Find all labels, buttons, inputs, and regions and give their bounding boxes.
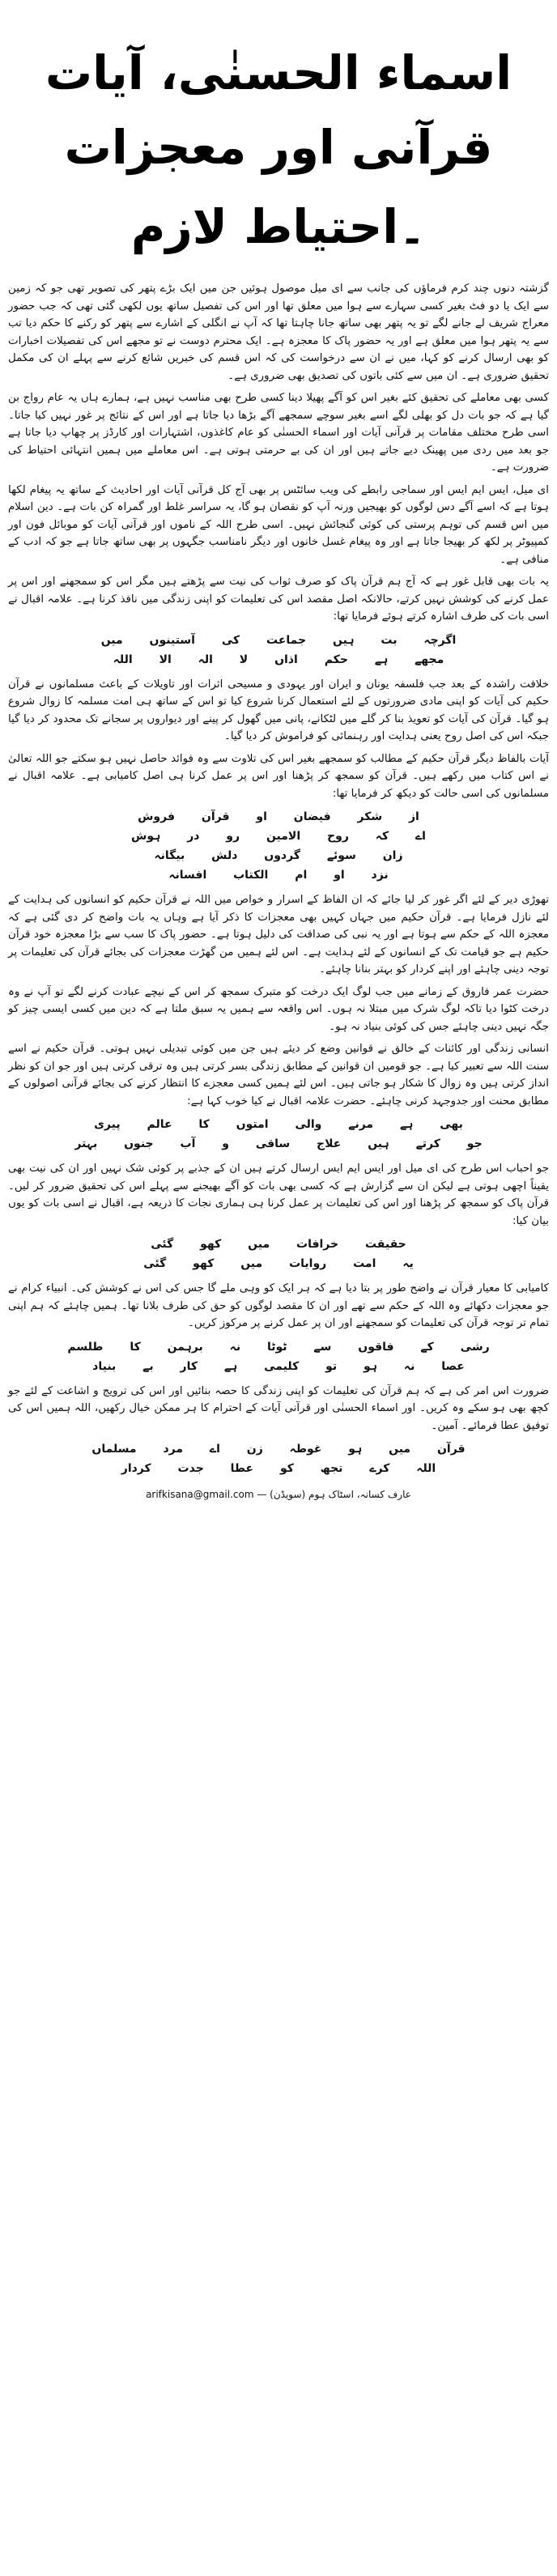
paragraph: یہ بات بھی قابل غور ہے کہ آج ہم قرآن پاک کو صرف ثواب کی نیت سے پڑھتے ہیں مگر اس کو سمجھنے اور اس پر عمل کرنے کی کوشش نہیں کرتے، حالانکہ اصل مقصد اس کی تعلیمات کو اپنی زندگی میں نافذ کرنا ہے۔ علامہ اقبال نے اسی بات کی طرف اشارہ کرتے ہوئے فرمایا تھا:	[8, 576, 549, 623]
paragraph: ای میل، ایس ایم ایس اور سماجی رابطے کی ویب سائٹس پر بھی آج کل قرآنی آیات اور احادیث کے ساتھ یہ پیغام لکھا ہوتا ہے کہ اسے آگے دس لوگوں کو بھیجیں ورنہ آپ کو نقصان ہو گا، یہ سراسر غلط اور گمراہ کن بات ہے۔ دین اسلام میں اس قسم کی توہم پرستی کی کوئی گنجائش نہیں۔ اسی طرح اللہ کے ناموں اور قرآنی آیات کو موبائل فون اور کمپیوٹر پر لکھ کر بھیجا جاتا ہے اور وہ پیغام غسل خانوں اور دیگر نامناسب جگہوں پر بھی ساتھ جاتا ہے جو کہ ادب کے منافی ہے۔	[8, 483, 549, 566]
verse-line: نزد او ام الکتاب افسانہ	[168, 869, 389, 882]
verse-line: اللہ کرے تجھ کو عطا جدت کردار	[121, 1462, 436, 1475]
verse-line: اگرچہ بت ہیں جماعت کی آستینوں میں	[100, 633, 457, 647]
verse-line: مجھے ہے حکم اذاں لا الہ الا اللہ	[113, 653, 444, 666]
paragraph: ضرورت اس امر کی ہے کہ ہم قرآن کی تعلیمات کو اپنی زندگی کا حصہ بنائیں اور اس کی ترویج و اشاعت کے لئے جو کچھ بھی ہو سکے وہ کریں۔ اور اسماء الحسنٰی اور قرآنی آیات کے احترام کا ہر ممکن خیال رکھیں، اللہ ہمیں اس کی توفیق عطا فرمائے۔ آمین۔	[8, 1384, 549, 1432]
verse-block	[32, 1235, 525, 1273]
verse-line: یہ امت روایات میں کھو گئی	[143, 1257, 414, 1270]
headline-line-2: ۔احتیاط لازم	[130, 199, 427, 254]
verse-line: عصا نہ ہو تو کلیمی ہے کار بے بنیاد	[92, 1359, 465, 1373]
paragraph: انسانی زندگی اور کائنات کے خالق نے قوانین وضع کر دیئے ہیں جن میں کوئی تبدیلی نہیں ہوتی۔ قرآن حکیم نے اسے سنت اللہ سے تعبیر کیا ہے۔ جو قومیں ان قوانین کے مطابق زندگی بسر کرتی ہیں وہ ترقی کرتی ہیں اور جو ان کو نظر انداز کرتی ہیں وہ زوال کا شکار ہو جاتی ہیں۔ اس لئے ہمیں کسی معجزے کا انتظار کرنے کی بجائے قرآنی اصولوں کے مطابق محنت اور جدوجہد کرنی چاہئے۔ حضرت علامہ اقبال نے کیا خوب کہا ہے:	[8, 1043, 549, 1107]
paragraph: گزشتہ دنوں چند کرم فرماؤں کی جانب سے ای میل موصول ہوئیں جن میں ایک بڑے پتھر کی تصویر تھی جو کہ زمین سے ایک یا دو فٹ بغیر کسی سہارے سے ہوا میں معلق تھا اور اس کی تفصیل ساتھ یوں لکھی گئی تھی کہ جب حضور معراج شریف لے جانے لگے تو یہ پتھر بھی ساتھ جانا چاہتا تھا کہ آپ نے انگلی کے اشارے سے پتھر کو رکنے کا حکم دیا تب سے یہ پتھر ہوا میں معلق ہے اور یہ حضور پاک کا معجزہ ہے۔ ایک محترم دوست نے تو مجھے اس کی تفصیلات اخبارات کو بھی ارسال کرنے کو کہا، میں نے ان سے درخواست کی کہ اس قسم کی خبریں شائع کرنے سے پہلے ان کی مکمل تحقیق ضروری ہے۔ ان میں سے کئی باتوں کی تصدیق بھی ضروری ہے۔	[8, 283, 549, 382]
author-byline: عارف کسانہ، اسٹاک ہوم (سویڈن) — arifkisana@gmail.com	[146, 1489, 411, 1500]
verse-line: جو کرتے ہیں علاج ساقی و آب جنوں بہتر	[74, 1137, 483, 1150]
verse-block	[32, 1439, 525, 1478]
verse-line: بھی ہے مرنے والی امتوں کا عالم پیری	[94, 1118, 463, 1131]
paragraph: آیات بالفاظ دیگر قرآن حکیم کے مطالب کو سمجھے بغیر اس کی تلاوت سے وہ فوائد حاصل نہیں ہو سکتے جو اللہ تعالیٰ نے اس کتاب میں رکھے ہیں۔ قرآن کو سمجھ کر پڑھنا اور اس پر عمل کرنا ہی اصل کامیابی ہے۔ علامہ اقبال نے مسلمانوں کی اسی حالت کو دیکھ کر فرمایا تھا:	[8, 752, 549, 800]
verse-block	[32, 1115, 525, 1154]
paragraph: خلافت راشدہ کے بعد جب فلسفہ یونان و ایران اور یہودی و مسیحی اثرات اور تاویلات کے باعث مسلمانوں نے قرآن حکیم کی آیات کو اپنی مادی ضرورتوں کے لئے استعمال کرنا شروع کیا تو اس کے ساتھ ہی امت مسلمہ کا زوال شروع ہو گیا۔ قرآن کی آیات کو تعویذ بنا کر گلے میں لٹکانے، پانی میں گھول کر پینے اور دیواروں پر سجانے تک محدود کر دیا گیا جبکہ اس کی اصل روح یعنی ہدایت اور رہنمائی کو فراموش کر دیا گیا۔	[8, 678, 549, 742]
headline	[8, 0, 549, 264]
verse-line: رشی کے فاقوں سے ٹوٹا نہ برہمن کا طلسم	[67, 1340, 490, 1354]
verse-block	[32, 807, 525, 885]
verse-line: اے کہ روح الامین رو در ہوش	[131, 830, 426, 843]
verse-line: قرآن میں ہو غوطہ زن اے مرد مسلماں	[91, 1443, 466, 1456]
verse-line: از شکر فیضان او قرآن فروش	[138, 810, 419, 823]
paragraph: تھوڑی دیر کے لئے اگر غور کر لیا جائے کہ ان الفاظ کے اسرار و خواص میں اللہ نے قرآن حکیم کو انسانوں کی ہدایت کے لئے نازل فرمایا ہے۔ قرآن حکیم میں جہاں کہیں بھی معجزات کا ذکر آیا ہے وہاں یہ بات واضح کر دی گئی ہے کہ معجزہ اللہ کے حکم سے ہوتا ہے اور یہ نبی کی صداقت کی دلیل ہوتا ہے۔ حضور پاک کا سب سے بڑا معجزہ خود قرآن حکیم ہے جو قیامت تک کے انسانوں کے لئے ہدایت ہے۔ اس لئے ہمیں من گھڑت معجزات کی بجائے قرآن کی تعلیمات پر توجہ دینی چاہئے اور اپنے کردار کو بہتر بنانا چاہئے۔	[8, 894, 549, 976]
verse-line: زان سوئے گردوں دلش بیگانہ	[154, 849, 403, 862]
paragraph: جو احباب اس طرح کی ای میل اور ایس ایم ایس ارسال کرتے ہیں ان کے جذبے پر کوئی شک نہیں اور ان کی نیت بھی یقیناً اچھی ہوتی ہے لیکن ان سے گزارش ہے کہ کسی بھی بات کو آگے بھیجنے سے پہلے اس کی تحقیق ضرور کر لیں۔ قرآن پاک کو سمجھ کر پڑھنا اور اس کی تعلیمات پر عمل کرنا ہی ہماری نجات کا ذریعہ ہے، اقبال نے اسی بات کو یوں بیان کیا:	[8, 1163, 549, 1227]
verse-block	[32, 1337, 525, 1376]
verse-block	[32, 631, 525, 670]
headline-line-1: اسماء الحسنٰی، آیات قرآنی اور معجزات	[45, 45, 512, 175]
article-body	[8, 280, 549, 1503]
paragraph: حضرت عمر فاروق کے زمانے میں جب لوگ ایک درخت کو متبرک سمجھ کر اس کے نیچے عبادت کرنے لگے تو آپ نے وہ درخت کٹوا دیا تاکہ لوگ شرک میں مبتلا نہ ہوں۔ اس واقعہ سے ہمیں یہ سبق ملتا ہے کہ دین میں کسی ایسی چیز کو جگہ نہیں دینی چاہئے جس کی کوئی بنیاد نہ ہو۔	[8, 985, 549, 1033]
paragraph: کامیابی کا معیار قرآن نے واضح طور پر بتا دیا ہے کہ ہر ایک کو وہی ملے گا جس کی اس نے کوشش کی۔ انبیاء کرام نے جو معجزات دکھائے وہ اللہ کے حکم سے تھے اور ان کا مقصد لوگوں کو حق کی طرف بلانا تھا۔ ہمیں چاہئے کہ ہم اپنی تمام تر توجہ قرآن کی تعلیمات کو سمجھنے اور ان پر عمل کرنے پر مرکوز کریں۔	[8, 1282, 549, 1329]
verse-line: حقیقت خرافات میں کھو گئی	[151, 1238, 406, 1251]
paragraph: کسی بھی معاملے کی تحقیق کئے بغیر اس کو آگے پھیلا دینا کسی طرح بھی مناسب نہیں ہے، ہمارے ہاں یہ عام رواج بن گیا ہے کہ جو بات دل کو بھلی لگے اسے بغیر سوچے سمجھے آگے بڑھا دیا جاتا ہے اور اس کے نتائج پر غور نہیں کیا جاتا۔ اسی طرح مختلف مقامات پر قرآنی آیات اور اسماء الحسنٰی کو عام کاغذوں، اشتہارات اور کارڈز پر چھاپ دیا جاتا ہے جو بعد میں ردی میں پھینک دیے جاتے ہیں اور ان کی بے حرمتی ہوتی ہے۔ اس معاملے میں ہمیں انتہائی احتیاط کی ضرورت ہے۔	[8, 392, 549, 474]
